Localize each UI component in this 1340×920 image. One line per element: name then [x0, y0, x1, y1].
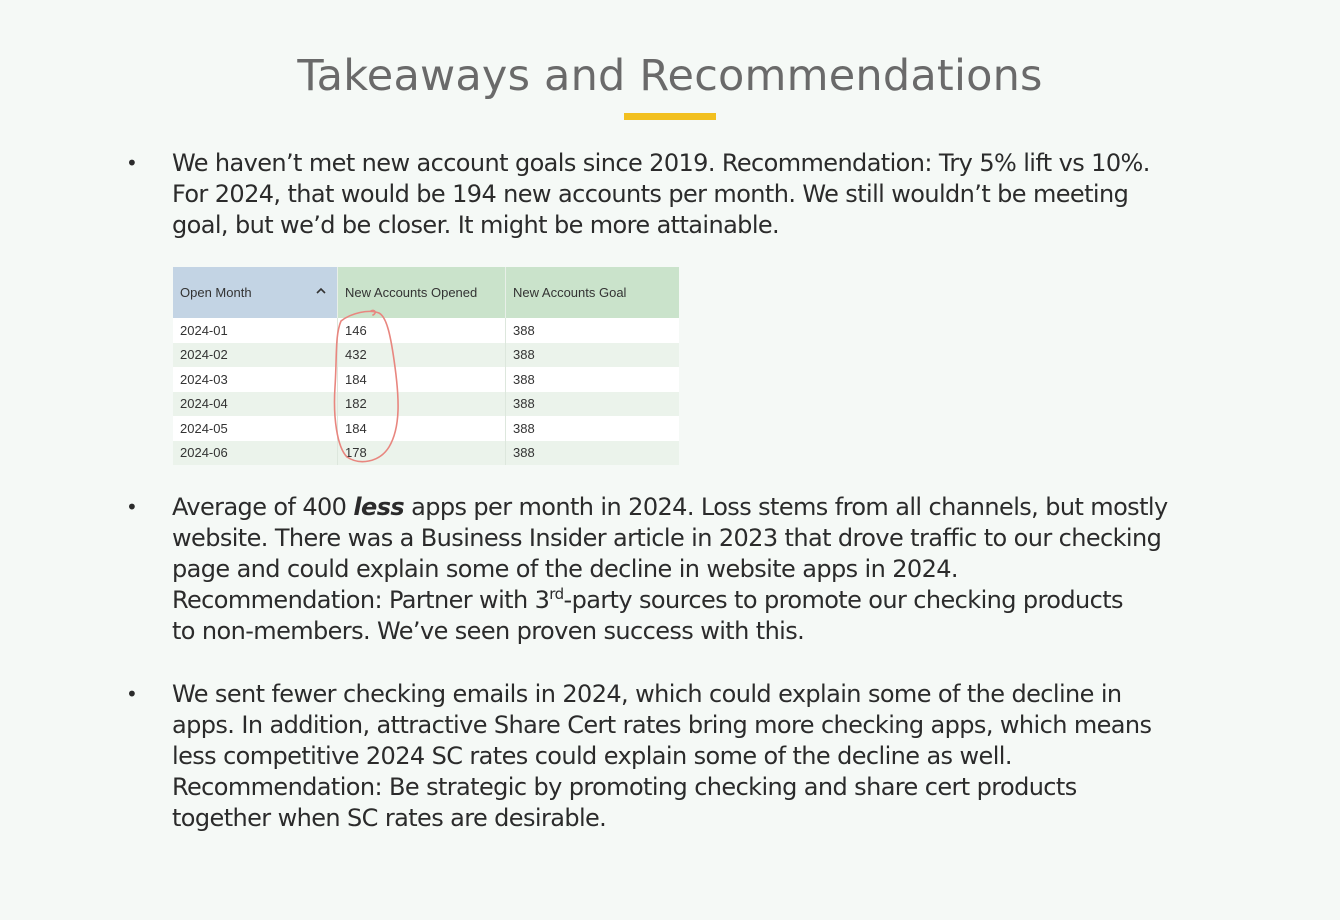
bullet-1-line-3: goal, but we’d be closer. It might be more attainable. — [172, 211, 780, 239]
cell-open-month: 2024-01 — [173, 318, 338, 343]
cell-new-accounts-goal: 388 — [506, 416, 680, 441]
cell-new-accounts-goal: 388 — [506, 367, 680, 392]
cell-new-accounts-opened: 184 — [338, 416, 506, 441]
cell-open-month: 2024-04 — [173, 392, 338, 417]
cell-new-accounts-opened: 178 — [338, 441, 506, 466]
cell-new-accounts-goal: 388 — [506, 392, 680, 417]
cell-new-accounts-goal: 388 — [506, 318, 680, 343]
bullet-3-line-2: apps. In addition, attractive Share Cert rates bring more checking apps, which means — [172, 711, 1152, 739]
header-new-accounts-opened[interactable] — [338, 267, 506, 318]
accounts-table-image — [173, 267, 670, 465]
bullet-2-text — [172, 492, 1216, 647]
table-row — [173, 318, 679, 343]
bullet-2 — [126, 492, 1216, 647]
cell-new-accounts-opened: 182 — [338, 392, 506, 417]
table-row — [173, 343, 679, 368]
table-header-row — [173, 267, 679, 318]
emphasis-less: less — [353, 493, 405, 521]
bullet-1 — [126, 148, 1216, 241]
bullet-3-text — [172, 679, 1216, 834]
bullet-2-line-2: website. There was a Business Insider article in 2023 that drove traffic to our checking — [172, 524, 1162, 552]
accounts-table — [173, 267, 679, 465]
cell-new-accounts-opened: 184 — [338, 367, 506, 392]
cell-open-month: 2024-05 — [173, 416, 338, 441]
table-row — [173, 441, 679, 466]
bullet-1-line-2: For 2024, that would be 194 new accounts per month. We still wouldn’t be meeting — [172, 180, 1129, 208]
table-row — [173, 392, 679, 417]
slide-title: Takeaways and Recommendations — [297, 51, 1043, 101]
bullet-1-text — [172, 148, 1216, 241]
header-open-month-label: Open Month — [180, 285, 252, 300]
bullet-3 — [126, 679, 1216, 834]
chevron-up-icon[interactable] — [315, 285, 327, 297]
header-new-accounts-goal[interactable] — [506, 267, 680, 318]
bullet-1-line-1: We haven’t met new account goals since 2019. Recommendation: Try 5% lift vs 10%. — [172, 149, 1150, 177]
table-row — [173, 367, 679, 392]
title-underline — [624, 113, 716, 120]
bullet-2-line-4-end: -party sources to promote our checking products — [563, 586, 1123, 614]
bullet-2-line-1-end: apps per month in 2024. Loss stems from all channels, but mostly — [404, 493, 1168, 521]
cell-new-accounts-goal: 388 — [506, 343, 680, 368]
cell-open-month: 2024-03 — [173, 367, 338, 392]
cell-open-month: 2024-06 — [173, 441, 338, 466]
bullet-3-line-5: together when SC rates are desirable. — [172, 804, 607, 832]
header-new-accounts-goal-label: New Accounts Goal — [513, 285, 627, 300]
bullet-2-line-1-start: Average of 400 — [172, 493, 354, 521]
bullet-3-line-1: We sent fewer checking emails in 2024, which could explain some of the decline in — [172, 680, 1122, 708]
superscript-rd: rd — [549, 585, 564, 603]
bullet-2-line-4 — [172, 585, 1216, 616]
header-open-month[interactable] — [173, 267, 338, 318]
bullet-dot: • — [126, 151, 138, 175]
cell-new-accounts-opened: 146 — [338, 318, 506, 343]
header-new-accounts-opened-label: New Accounts Opened — [345, 285, 478, 300]
table-row — [173, 416, 679, 441]
cell-open-month: 2024-02 — [173, 343, 338, 368]
bullet-3-line-3: less competitive 2024 SC rates could explain some of the decline as well. — [172, 742, 1012, 770]
cell-new-accounts-opened: 432 — [338, 343, 506, 368]
bullet-2-line-4-start: Recommendation: Partner with 3 — [172, 586, 550, 614]
bullet-dot: • — [126, 682, 138, 706]
bullet-3-line-4: Recommendation: Be strategic by promoting checking and share cert products — [172, 773, 1077, 801]
cell-new-accounts-goal: 388 — [506, 441, 680, 466]
bullet-dot: • — [126, 495, 138, 519]
bullet-2-line-3: page and could explain some of the decline in website apps in 2024. — [172, 555, 958, 583]
bullet-2-line-1 — [172, 492, 1216, 523]
bullet-2-line-5: to non-members. We’ve seen proven success with this. — [172, 617, 805, 645]
